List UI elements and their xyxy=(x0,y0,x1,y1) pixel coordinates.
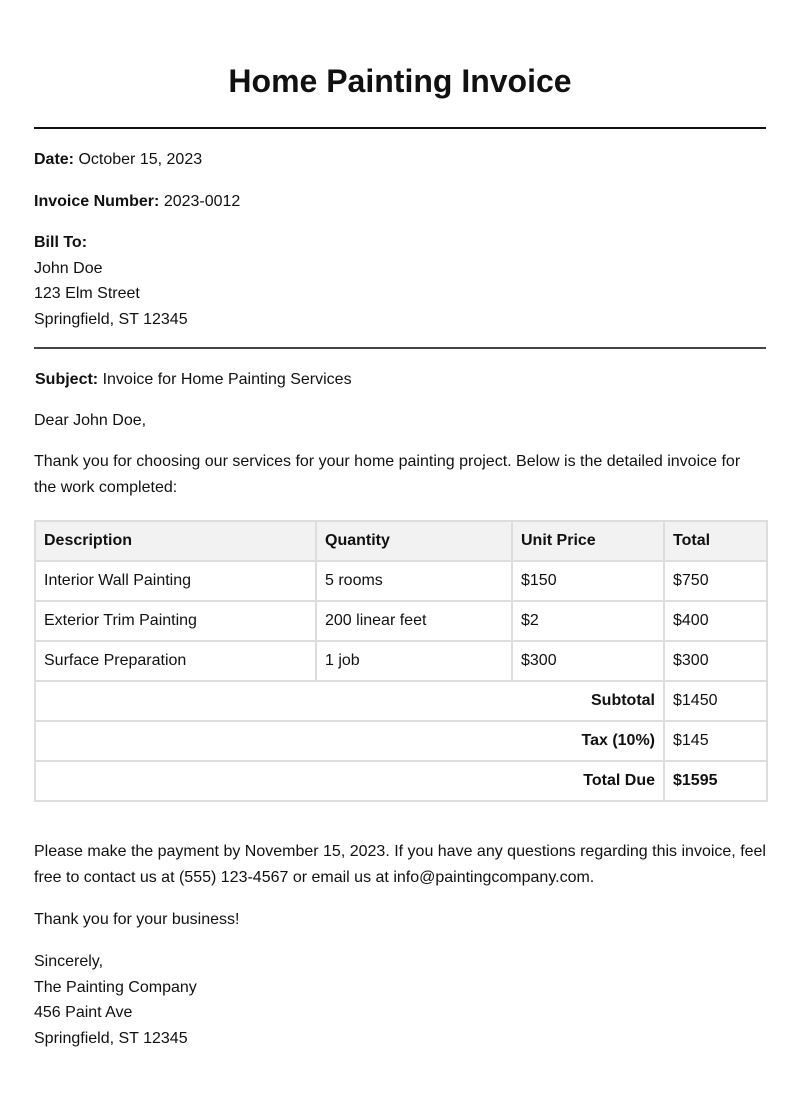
tax-value: $145 xyxy=(664,721,767,761)
total-due-label: Total Due xyxy=(35,761,664,801)
header-unit-price: Unit Price xyxy=(512,521,664,561)
bill-to-street: 123 Elm Street xyxy=(34,285,140,302)
row-description: Surface Preparation xyxy=(35,641,316,681)
row-unit-price: $150 xyxy=(512,561,664,601)
row-quantity: 1 job xyxy=(316,641,512,681)
company-address-city: Springfield, ST 12345 xyxy=(34,1030,188,1047)
company-name: The Painting Company xyxy=(34,979,197,996)
subtotal-label: Subtotal xyxy=(35,681,664,721)
intro-paragraph: Thank you for choosing our services for your home painting project. Below is the detailed invoice for the work completed: xyxy=(34,453,741,496)
row-quantity: 200 linear feet xyxy=(316,601,512,641)
tax-row xyxy=(35,721,767,761)
page-title: Home Painting Invoice xyxy=(228,63,572,99)
closing: Sincerely, xyxy=(34,953,104,970)
invoice-table xyxy=(34,520,768,802)
date-line xyxy=(34,150,202,170)
header-quantity: Quantity xyxy=(316,521,512,561)
invoice-number-line xyxy=(34,192,240,212)
greeting: Dear John Doe, xyxy=(34,412,147,429)
table-row xyxy=(35,601,767,641)
payment-note: Please make the payment by November 15, 2023. If you have any questions regarding this invoice, feel free to contact us at (555) 123-4567 or email us at info@paintingcompany.com. xyxy=(34,843,766,886)
company-address-street: 456 Paint Ave xyxy=(34,1004,133,1021)
row-quantity: 5 rooms xyxy=(316,561,512,601)
subtotal-row xyxy=(35,681,767,721)
subject-value: Invoice for Home Painting Services xyxy=(102,371,352,388)
row-description: Interior Wall Painting xyxy=(35,561,316,601)
table-row xyxy=(35,641,767,681)
bill-to-label xyxy=(34,233,87,253)
bill-to-heading: Bill To: xyxy=(34,234,88,251)
date-label: Date: xyxy=(34,151,75,168)
row-total: $750 xyxy=(664,561,767,601)
date-value: October 15, 2023 xyxy=(78,151,203,168)
row-description: Exterior Trim Painting xyxy=(35,601,316,641)
row-unit-price: $2 xyxy=(512,601,664,641)
tax-label: Tax (10%) xyxy=(35,721,664,761)
subtotal-value: $1450 xyxy=(664,681,767,721)
total-due-value: $1595 xyxy=(664,761,767,801)
invoice-number-label: Invoice Number: xyxy=(34,193,160,210)
bill-to-city: Springfield, ST 12345 xyxy=(34,311,188,328)
table-row xyxy=(35,561,767,601)
header-description: Description xyxy=(35,521,316,561)
total-due-row xyxy=(35,761,767,801)
header-total: Total xyxy=(664,521,767,561)
table-header-row xyxy=(35,521,767,561)
invoice-number-value: 2023-0012 xyxy=(163,193,241,210)
thanks-line: Thank you for your business! xyxy=(34,911,240,928)
row-total: $300 xyxy=(664,641,767,681)
row-total: $400 xyxy=(664,601,767,641)
middle-divider xyxy=(34,347,766,349)
bill-to-name: John Doe xyxy=(34,260,103,277)
row-unit-price: $300 xyxy=(512,641,664,681)
top-divider xyxy=(34,127,766,129)
subject-line xyxy=(35,370,352,390)
subject-label: Subject: xyxy=(35,371,99,388)
